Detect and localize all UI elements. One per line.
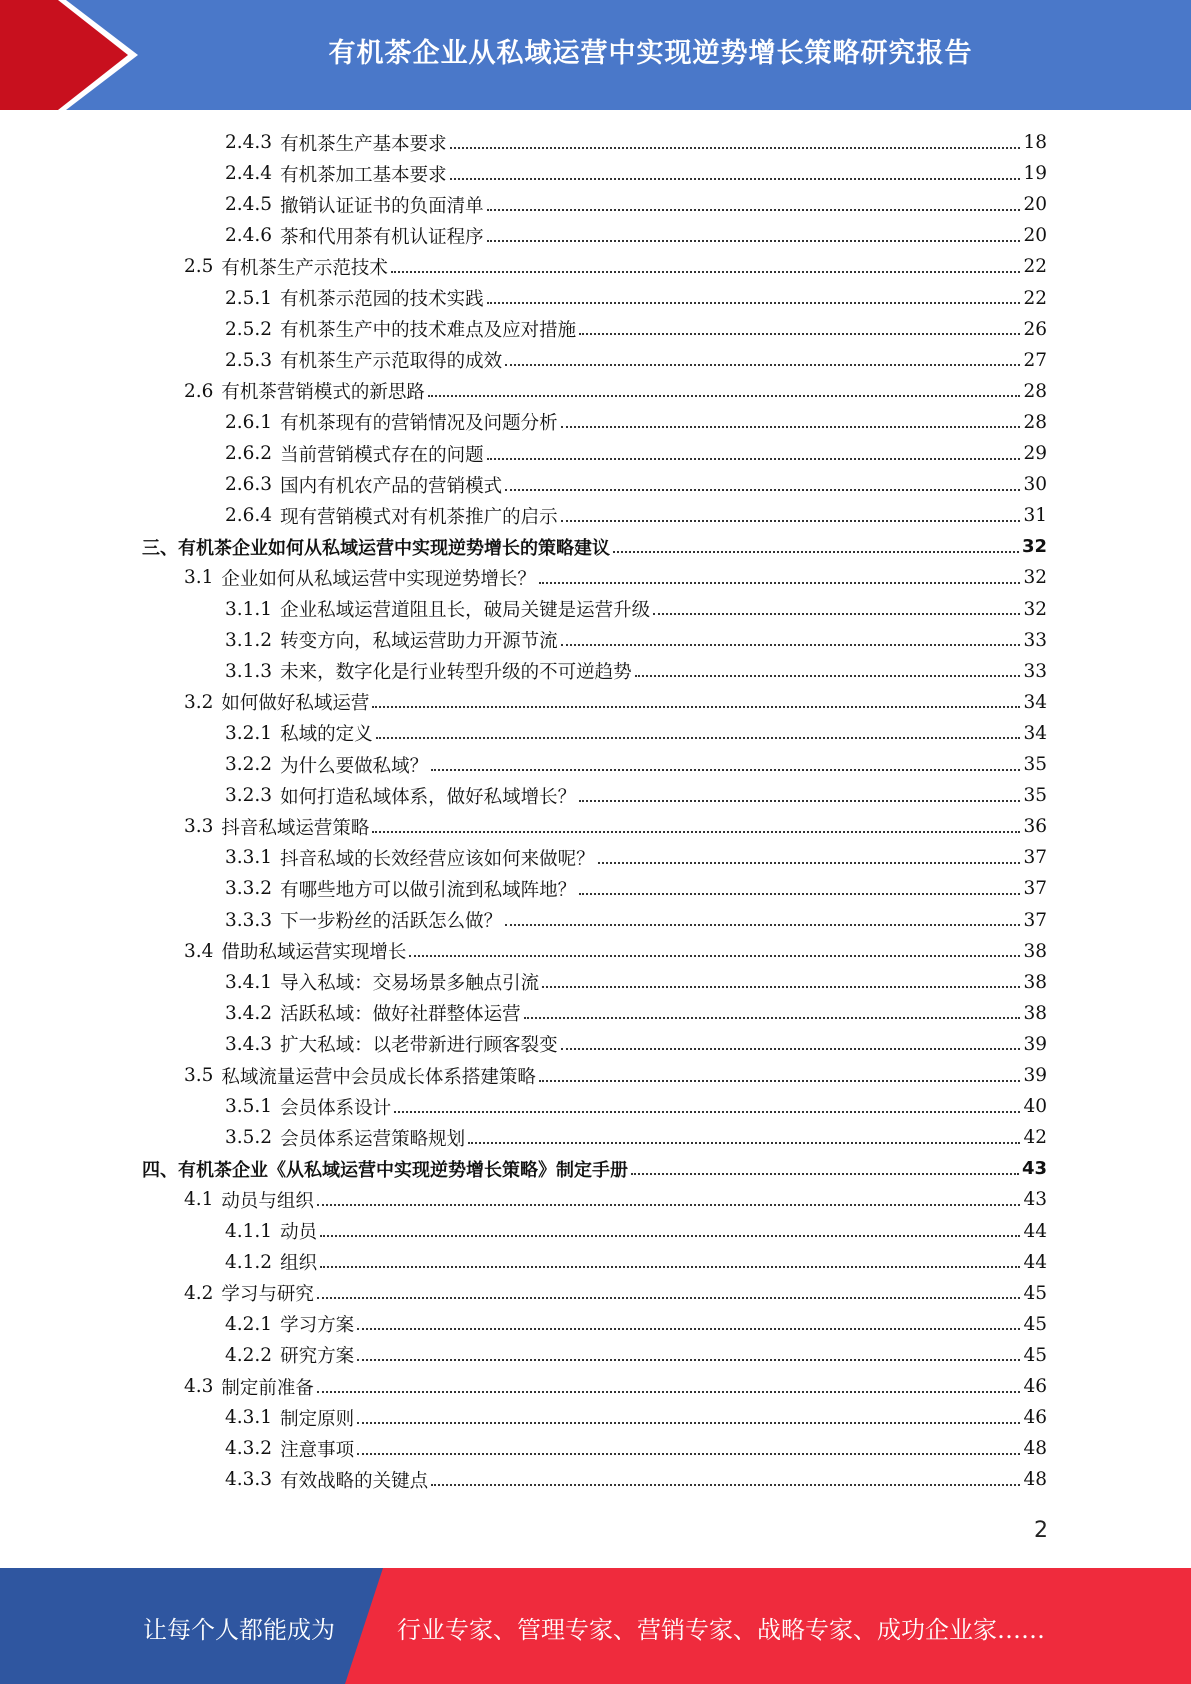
- toc-dot-leader: [320, 1266, 1020, 1268]
- toc-entry[interactable]: [225, 500, 1047, 531]
- toc-entry-page: 31: [1023, 505, 1047, 527]
- toc-entry-number: 3.1.1: [225, 598, 273, 620]
- toc-dot-leader: [539, 1080, 1021, 1082]
- toc-dot-leader: [542, 986, 1020, 988]
- document-title: 有机茶企业从私域运营中实现逆势增长策略研究报告: [328, 37, 973, 69]
- toc-entry-title: 会员体系运营策略规划: [280, 1128, 466, 1150]
- toc-entry-page: 29: [1023, 443, 1047, 464]
- toc-dot-leader: [561, 1048, 1021, 1050]
- toc-entry-number: 3.4.3: [225, 1033, 273, 1055]
- toc-entry[interactable]: [225, 1122, 1047, 1153]
- toc-entry-title: 四、有机茶企业《从私域运营中实现逆势增长策略》制定手册: [142, 1159, 628, 1181]
- toc-entry[interactable]: [225, 1433, 1047, 1464]
- toc-dot-leader: [613, 551, 1019, 553]
- toc-entry-title: 研究方案: [280, 1346, 355, 1368]
- toc-entry-page: 44: [1023, 1220, 1047, 1242]
- toc-entry[interactable]: [225, 469, 1047, 500]
- toc-entry[interactable]: [225, 1402, 1047, 1433]
- toc-entry-number: 3.5.1: [225, 1096, 273, 1118]
- toc-entry-title: 制定前准备: [221, 1377, 314, 1399]
- toc-entry-number: 3.5: [184, 1065, 214, 1086]
- toc-entry[interactable]: [225, 873, 1047, 904]
- toc-entry-title: 企业如何从私域运营中实现逆势增长？: [221, 568, 536, 590]
- toc-entry-number: 2.5.2: [225, 318, 273, 340]
- toc-entry-page: 48: [1023, 1469, 1047, 1491]
- toc-dot-leader: [579, 333, 1020, 335]
- toc-entry-number: 4.1.1: [225, 1220, 273, 1242]
- toc-entry-page: 27: [1023, 349, 1047, 371]
- toc-dot-leader: [357, 1422, 1020, 1424]
- toc-dot-leader: [431, 1484, 1020, 1486]
- toc-dot-leader: [431, 769, 1020, 771]
- footer-slogan-right: 行业专家、管理专家、营销专家、战略专家、成功企业家……: [397, 1616, 1045, 1644]
- toc-entry-number: 3.2.2: [225, 754, 273, 775]
- toc-entry-page: 34: [1023, 722, 1047, 744]
- toc-dot-leader: [505, 924, 1020, 926]
- toc-entry-page: 33: [1023, 629, 1047, 651]
- toc-dot-leader: [598, 862, 1021, 864]
- toc-dot-leader: [524, 1017, 1021, 1019]
- toc-entry[interactable]: [225, 718, 1047, 749]
- toc-entry[interactable]: [184, 811, 1047, 842]
- toc-entry[interactable]: [225, 656, 1047, 687]
- toc-entry-number: 3.3.2: [225, 878, 273, 900]
- toc-entry-title: 有机茶生产基本要求: [280, 133, 447, 155]
- toc-entry-page: 46: [1023, 1376, 1047, 1397]
- toc-entry-page: 20: [1023, 194, 1047, 216]
- toc-entry-number: 4.2.1: [225, 1313, 273, 1335]
- toc-dot-leader: [372, 831, 1020, 833]
- toc-entry-page: 39: [1023, 1033, 1047, 1055]
- toc-entry-number: 2.6.2: [225, 443, 273, 464]
- toc-entry[interactable]: [225, 1309, 1047, 1340]
- toc-entry[interactable]: [225, 749, 1047, 780]
- toc-dot-leader: [505, 489, 1020, 491]
- toc-entry[interactable]: [184, 1371, 1047, 1402]
- toc-entry[interactable]: [225, 905, 1047, 936]
- toc-entry[interactable]: [225, 220, 1047, 251]
- toc-dot-leader: [487, 240, 1021, 242]
- toc-entry-page: 19: [1023, 163, 1047, 185]
- toc-entry-title: 撤销认证证书的负面清单: [280, 195, 484, 217]
- toc-entry-page: 39: [1023, 1065, 1047, 1086]
- toc-entry[interactable]: [225, 1340, 1047, 1371]
- toc-entry-page: 46: [1023, 1407, 1047, 1429]
- toc-dot-leader: [539, 582, 1021, 584]
- toc-entry-title: 现有营销模式对有机茶推广的启示: [280, 506, 558, 528]
- toc-entry-page: 43: [1021, 1158, 1047, 1180]
- toc-entry[interactable]: [184, 1060, 1047, 1091]
- toc-entry-page: 35: [1023, 785, 1047, 807]
- toc-entry-number: 3.4: [184, 940, 214, 962]
- toc-dot-leader: [320, 1235, 1020, 1237]
- toc-dot-leader: [631, 1173, 1019, 1175]
- toc-entry[interactable]: [184, 376, 1047, 407]
- toc-dot-leader: [450, 147, 1021, 149]
- toc-entry-page: 28: [1023, 411, 1047, 433]
- toc-entry-page: 45: [1023, 1344, 1047, 1366]
- toc-dot-leader: [391, 271, 1021, 273]
- toc-entry-number: 3.3.3: [225, 909, 273, 931]
- toc-entry-page: 45: [1023, 1313, 1047, 1335]
- toc-entry-page: 42: [1023, 1127, 1047, 1149]
- toc-entry-number: 2.5.3: [225, 349, 273, 371]
- toc-entry-title: 有效战略的关键点: [280, 1470, 429, 1492]
- toc-entry-number: 3.1.2: [225, 629, 273, 651]
- toc-entry-title: 抖音私域的长效经营应该如何来做呢？: [280, 848, 595, 870]
- toc-entry[interactable]: [142, 1153, 1047, 1184]
- toc-entry-page: 22: [1023, 287, 1047, 309]
- page-footer: [0, 1568, 1191, 1684]
- toc-entry-number: 3.2.3: [225, 785, 273, 807]
- toc-dot-leader: [468, 1142, 1020, 1144]
- toc-entry-number: 2.5: [184, 256, 214, 278]
- toc-dot-leader: [635, 675, 1021, 677]
- toc-entry[interactable]: [225, 158, 1047, 189]
- toc-entry-page: 45: [1023, 1282, 1047, 1304]
- toc-entry-title: 组织: [280, 1253, 318, 1275]
- toc-entry-title: 有机茶加工基本要求: [280, 164, 447, 186]
- toc-entry-page: 37: [1023, 847, 1047, 869]
- toc-entry-page: 37: [1023, 909, 1047, 931]
- toc-entry-title: 三、有机茶企业如何从私域运营中实现逆势增长的策略建议: [142, 537, 610, 559]
- toc-dot-leader: [579, 893, 1020, 895]
- toc-entry-title: 下一步粉丝的活跃怎么做？: [280, 911, 503, 932]
- toc-dot-leader: [357, 1328, 1020, 1330]
- toc-entry[interactable]: [142, 531, 1047, 562]
- toc-entry-title: 转变方向，私域运营助力开源节流: [280, 631, 558, 653]
- toc-entry-number: 4.3.3: [225, 1469, 273, 1491]
- toc-dot-leader: [357, 1359, 1020, 1361]
- toc-entry-number: 2.4.4: [225, 163, 273, 185]
- toc-entry-title: 学习方案: [280, 1315, 355, 1337]
- toc-entry-page: 35: [1023, 754, 1047, 775]
- toc-entry[interactable]: [225, 127, 1047, 158]
- toc-entry[interactable]: [225, 842, 1047, 873]
- toc-entry[interactable]: [184, 562, 1047, 593]
- toc-entry[interactable]: [225, 1247, 1047, 1278]
- toc-entry-title: 国内有机农产品的营销模式: [280, 475, 503, 497]
- toc-entry-number: 3.4.1: [225, 971, 273, 993]
- toc-entry-page: 32: [1021, 536, 1047, 558]
- toc-entry-title: 导入私域：交易场景多触点引流: [280, 973, 540, 995]
- toc-dot-leader: [561, 520, 1021, 522]
- toc-dot-leader: [653, 613, 1020, 615]
- toc-dot-leader: [505, 364, 1020, 366]
- page-number: 2: [1034, 1518, 1048, 1543]
- toc-entry-title: 活跃私域：做好社群整体运营: [280, 1004, 521, 1026]
- toc-entry-page: 48: [1023, 1438, 1047, 1460]
- toc-dot-leader: [394, 1111, 1020, 1113]
- toc-entry-title: 注意事项: [280, 1439, 355, 1461]
- toc-entry-number: 2.4.6: [225, 225, 273, 247]
- toc-dot-leader: [317, 1391, 1021, 1393]
- toc-entry-page: 20: [1023, 225, 1047, 247]
- toc-entry-title: 私域流量运营中会员成长体系搭建策略: [221, 1066, 536, 1088]
- toc-dot-leader: [561, 426, 1021, 428]
- toc-entry-number: 3.3: [184, 816, 214, 838]
- toc-entry-page: 22: [1023, 256, 1047, 278]
- toc-entry-title: 抖音私域运营策略: [221, 817, 370, 839]
- toc-entry[interactable]: [225, 438, 1047, 469]
- toc-entry-number: 3.1: [184, 567, 214, 589]
- toc-entry-title: 制定原则: [280, 1408, 355, 1430]
- header-arrow-decoration: [0, 0, 150, 110]
- toc-entry-number: 2.4.5: [225, 194, 273, 216]
- toc-entry[interactable]: [184, 936, 1047, 967]
- toc-entry-page: 33: [1023, 660, 1047, 682]
- toc-entry-title: 有机茶生产示范取得的成效: [280, 351, 503, 373]
- toc-entry-page: 32: [1023, 567, 1047, 589]
- toc-entry[interactable]: [225, 967, 1047, 998]
- toc-entry-number: 2.6.3: [225, 474, 273, 496]
- toc-entry-number: 2.4.3: [225, 132, 273, 153]
- toc-entry-page: 34: [1023, 691, 1047, 713]
- page-header: [0, 0, 1191, 110]
- toc-entry[interactable]: [184, 1184, 1047, 1215]
- toc-entry-page: 38: [1023, 971, 1047, 993]
- toc-dot-leader: [487, 209, 1021, 211]
- toc-entry-title: 有机茶生产示范技术: [221, 257, 388, 279]
- toc-dot-leader: [450, 178, 1021, 180]
- toc-entry[interactable]: [225, 594, 1047, 625]
- toc-entry-title: 有机茶现有的营销情况及问题分析: [280, 413, 558, 435]
- toc-entry-number: 4.3.2: [225, 1438, 273, 1460]
- toc-entry[interactable]: [225, 625, 1047, 656]
- toc-entry-page: 26: [1023, 318, 1047, 340]
- toc-entry[interactable]: [225, 283, 1047, 314]
- toc-entry-title: 学习与研究: [221, 1284, 314, 1306]
- toc-entry-title: 有机茶营销模式的新思路: [221, 382, 425, 404]
- toc-dot-leader: [317, 1204, 1021, 1206]
- toc-entry-number: 2.6.1: [225, 411, 273, 433]
- toc-entry-title: 私域的定义: [280, 724, 373, 746]
- toc-entry[interactable]: [225, 1029, 1047, 1060]
- toc-entry-number: 4.3: [184, 1376, 214, 1397]
- toc-entry[interactable]: [225, 1091, 1047, 1122]
- toc-dot-leader: [579, 800, 1020, 802]
- toc-entry-title: 未来，数字化是行业转型升级的不可逆趋势: [280, 662, 632, 684]
- toc-entry-number: 3.4.2: [225, 1002, 273, 1024]
- toc-entry[interactable]: [184, 1278, 1047, 1309]
- toc-entry-number: 4.1.2: [225, 1251, 273, 1273]
- toc-entry-number: 4.2: [184, 1282, 214, 1304]
- toc-entry[interactable]: [225, 314, 1047, 345]
- toc-entry-number: 3.2: [184, 691, 214, 713]
- toc-entry[interactable]: [225, 1216, 1047, 1247]
- toc-dot-leader: [561, 644, 1021, 646]
- toc-entry[interactable]: [225, 998, 1047, 1029]
- toc-entry-number: 2.6: [184, 380, 214, 402]
- toc-entry-page: 38: [1023, 1002, 1047, 1024]
- toc-entry-title: 会员体系设计: [280, 1097, 392, 1119]
- toc-entry-page: 38: [1023, 940, 1047, 962]
- toc-entry-title: 当前营销模式存在的问题: [280, 444, 484, 466]
- toc-entry-title: 如何打造私域体系，做好私域增长？: [280, 786, 577, 808]
- toc-entry-title: 借助私域运营实现增长: [221, 942, 407, 964]
- toc-entry-number: 3.3.1: [225, 847, 273, 869]
- toc-entry[interactable]: [225, 1464, 1047, 1495]
- toc-entry-title: 动员: [280, 1222, 318, 1243]
- toc-entry[interactable]: [184, 687, 1047, 718]
- toc-dot-leader: [317, 1297, 1021, 1299]
- toc-entry-page: 18: [1023, 132, 1047, 153]
- toc-entry-title: 有机茶示范园的技术实践: [280, 289, 484, 310]
- toc-entry-number: 4.3.1: [225, 1407, 273, 1429]
- toc-entry-number: 2.6.4: [225, 505, 273, 527]
- toc-entry-page: 43: [1023, 1189, 1047, 1211]
- toc-entry-page: 32: [1023, 598, 1047, 620]
- toc-entry-page: 36: [1023, 816, 1047, 838]
- toc-entry-title: 有机茶生产中的技术难点及应对措施: [280, 320, 577, 342]
- toc-entry-number: 3.2.1: [225, 722, 273, 744]
- toc-entry-number: 3.1.3: [225, 660, 273, 682]
- toc-entry-number: 2.5.1: [225, 287, 273, 309]
- toc-entry[interactable]: [225, 407, 1047, 438]
- toc-dot-leader: [487, 458, 1021, 460]
- toc-dot-leader: [409, 955, 1020, 957]
- toc-entry[interactable]: [225, 189, 1047, 220]
- toc-entry-title: 为什么要做私域？: [280, 755, 429, 777]
- toc-dot-leader: [428, 395, 1021, 397]
- toc-entry-title: 动员与组织: [221, 1190, 314, 1212]
- toc-entry-title: 有哪些地方可以做引流到私域阵地？: [280, 879, 577, 901]
- toc-entry-title: 企业私域运营道阻且长，破局关键是运营升级: [280, 600, 651, 621]
- toc-dot-leader: [357, 1453, 1020, 1455]
- toc-dot-leader: [487, 302, 1021, 304]
- toc-entry-title: 茶和代用茶有机认证程序: [280, 226, 484, 248]
- toc-entry-page: 28: [1023, 380, 1047, 402]
- toc-entry-page: 44: [1023, 1251, 1047, 1273]
- toc-entry-page: 30: [1023, 474, 1047, 496]
- toc-entry-number: 4.2.2: [225, 1344, 273, 1366]
- toc-entry[interactable]: [225, 345, 1047, 376]
- toc-entry-title: 如何做好私域运营: [221, 693, 370, 715]
- toc-dot-leader: [376, 737, 1021, 739]
- toc-entry[interactable]: [184, 251, 1047, 282]
- toc-entry[interactable]: [225, 780, 1047, 811]
- toc-entry-title: 扩大私域：以老带新进行顾客裂变: [280, 1035, 558, 1057]
- footer-slogan-left: 让每个人都能成为: [143, 1616, 335, 1644]
- toc-dot-leader: [372, 706, 1020, 708]
- toc-entry-page: 40: [1023, 1096, 1047, 1118]
- toc-entry-number: 3.5.2: [225, 1127, 273, 1149]
- toc-entry-page: 37: [1023, 878, 1047, 900]
- toc-entry-number: 4.1: [184, 1189, 214, 1211]
